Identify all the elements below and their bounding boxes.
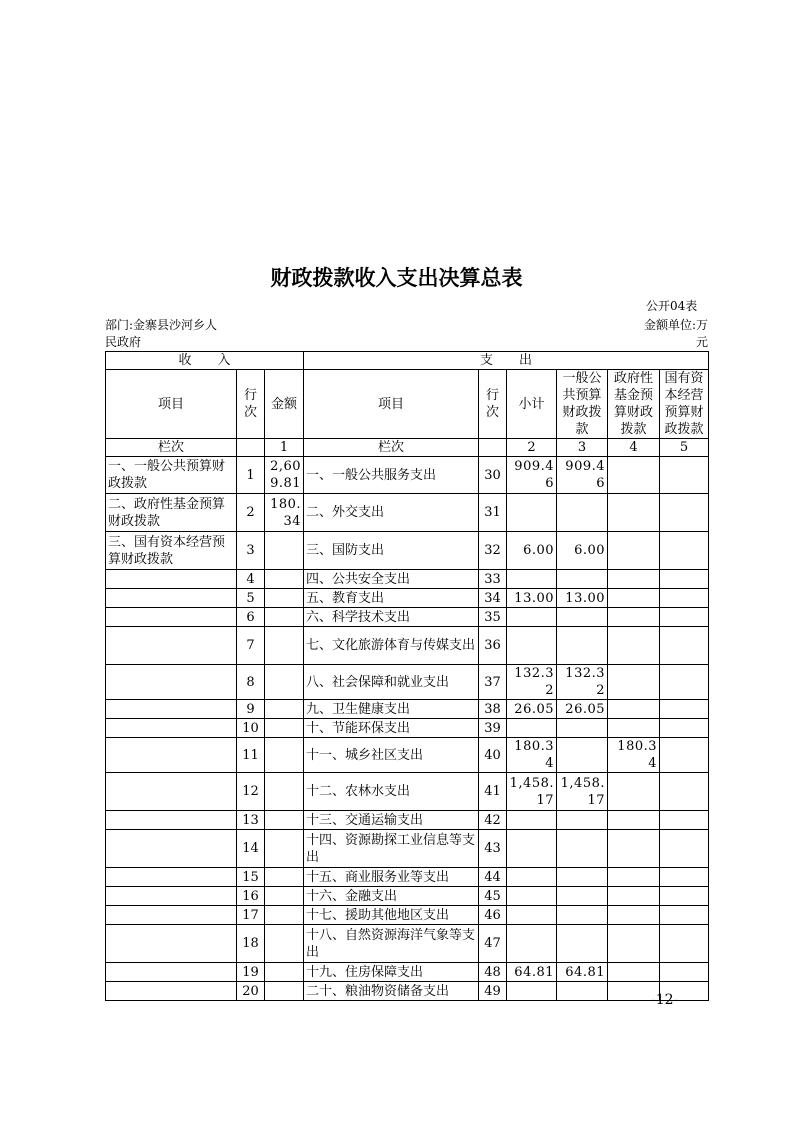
expense-general xyxy=(557,830,608,868)
table-row xyxy=(106,532,709,570)
expense-fund xyxy=(608,457,660,494)
budget-summary-table xyxy=(105,351,709,1001)
form-number: 公开04表 xyxy=(646,299,698,313)
expense-item: 十四、资源勘探工业信息等支出 xyxy=(304,830,479,868)
income-item: 一、一般公共预算财政拨款 xyxy=(106,457,237,494)
unit-label xyxy=(634,317,708,351)
income-amount-header: 金额 xyxy=(265,370,304,439)
expense-fund xyxy=(608,608,660,627)
state-capital-header: 国有资本经营预算财政拨款 xyxy=(660,370,709,439)
expense-capital xyxy=(660,494,709,532)
expense-item: 十八、自然资源海洋气象等支出 xyxy=(304,925,479,963)
expense-capital xyxy=(660,608,709,627)
expense-fund xyxy=(608,773,660,811)
income-row-no: 7 xyxy=(237,627,265,665)
expense-row-no: 49 xyxy=(479,982,507,1001)
expense-general: 26.05 xyxy=(557,700,608,719)
expense-general xyxy=(557,608,608,627)
expense-item: 十九、住房保障支出 xyxy=(304,963,479,982)
expense-item: 七、文化旅游体育与传媒支出 xyxy=(304,627,479,665)
expense-capital xyxy=(660,457,709,494)
expense-fund xyxy=(608,627,660,665)
income-row-no: 16 xyxy=(237,887,265,906)
expense-capital xyxy=(660,627,709,665)
expense-row-no: 44 xyxy=(479,868,507,887)
expense-fund xyxy=(608,570,660,589)
expense-fund xyxy=(608,906,660,925)
expense-item: 一、一般公共服务支出 xyxy=(304,457,479,494)
expense-item: 四、公共安全支出 xyxy=(304,570,479,589)
expense-subtotal xyxy=(507,627,557,665)
table-row xyxy=(106,457,709,494)
page-number: -12- xyxy=(651,992,679,1008)
income-row-no: 8 xyxy=(237,665,265,700)
expense-fund xyxy=(608,589,660,608)
income-amount: 180.34 xyxy=(265,494,304,532)
expense-item: 十三、交通运输支出 xyxy=(304,811,479,830)
expense-fund xyxy=(608,700,660,719)
income-row-no: 15 xyxy=(237,868,265,887)
expense-fund xyxy=(608,719,660,738)
gov-fund-header: 政府性基金预算财政拨款 xyxy=(608,370,660,439)
expense-fund xyxy=(608,665,660,700)
expense-capital xyxy=(660,665,709,700)
expense-capital xyxy=(660,830,709,868)
department-label xyxy=(105,317,217,351)
table-row xyxy=(106,589,709,608)
income-amount xyxy=(265,532,304,570)
table-row xyxy=(106,982,709,1001)
income-row-no: 20 xyxy=(237,982,265,1001)
income-row-header: 行次 xyxy=(237,370,265,439)
table-row xyxy=(106,570,709,589)
table-row xyxy=(106,925,709,963)
expense-header: 支 出 xyxy=(304,352,709,370)
income-row-no: 18 xyxy=(237,925,265,963)
expense-fund xyxy=(608,811,660,830)
income-row-no: 10 xyxy=(237,719,265,738)
expense-subtotal xyxy=(507,925,557,963)
expense-capital xyxy=(660,700,709,719)
table-row xyxy=(106,773,709,811)
expense-subtotal: 6.00 xyxy=(507,532,557,570)
expense-subtotal: 180.34 xyxy=(507,738,557,773)
expense-item: 十一、城乡社区支出 xyxy=(304,738,479,773)
expense-subtotal xyxy=(507,887,557,906)
expense-subtotal: 909.46 xyxy=(507,457,557,494)
income-item-header: 项目 xyxy=(106,370,237,439)
general-budget-header: 一般公共预算财政拨款 xyxy=(557,370,608,439)
expense-subtotal xyxy=(507,570,557,589)
page-title: 财政拨款收入支出决算总表 xyxy=(270,266,523,290)
expense-row-no: 45 xyxy=(479,887,507,906)
expense-fund xyxy=(608,830,660,868)
table-row xyxy=(106,811,709,830)
col-number-2: 2 xyxy=(507,439,557,457)
income-row-no: 2 xyxy=(237,494,265,532)
expense-capital xyxy=(660,719,709,738)
expense-subtotal: 132.32 xyxy=(507,665,557,700)
expense-general xyxy=(557,925,608,963)
income-row-no: 4 xyxy=(237,570,265,589)
table-row xyxy=(106,830,709,868)
table-row xyxy=(106,963,709,982)
expense-capital xyxy=(660,811,709,830)
income-row-no: 12 xyxy=(237,773,265,811)
expense-item: 十七、援助其他地区支出 xyxy=(304,906,479,925)
table-row xyxy=(106,700,709,719)
expense-capital xyxy=(660,868,709,887)
expense-item: 二十、粮油物资储备支出 xyxy=(304,982,479,1001)
expense-item: 六、科学技术支出 xyxy=(304,608,479,627)
expense-item: 二、外交支出 xyxy=(304,494,479,532)
expense-row-no: 34 xyxy=(479,589,507,608)
unit-line-2: 元 xyxy=(695,335,708,349)
income-row-no: 6 xyxy=(237,608,265,627)
col-number-3: 3 xyxy=(557,439,608,457)
expense-capital xyxy=(660,738,709,773)
department-line-2: 民政府 xyxy=(105,335,142,349)
expense-capital xyxy=(660,925,709,963)
table-row xyxy=(106,494,709,532)
expense-item: 八、社会保障和就业支出 xyxy=(304,665,479,700)
table-row xyxy=(106,665,709,700)
income-row-no: 19 xyxy=(237,963,265,982)
expense-general xyxy=(557,887,608,906)
table-row xyxy=(106,868,709,887)
expense-row-no: 48 xyxy=(479,963,507,982)
expense-general: 1,458.17 xyxy=(557,773,608,811)
table-row xyxy=(106,887,709,906)
expense-general xyxy=(557,738,608,773)
income-item: 三、国有资本经营预算财政拨款 xyxy=(106,532,237,570)
expense-general: 64.81 xyxy=(557,963,608,982)
expense-general: 13.00 xyxy=(557,589,608,608)
expense-general xyxy=(557,570,608,589)
income-row-no: 9 xyxy=(237,700,265,719)
subtotal-header: 小计 xyxy=(507,370,557,439)
expense-subtotal xyxy=(507,719,557,738)
expense-fund xyxy=(608,963,660,982)
income-amount: 2,609.81 xyxy=(265,457,304,494)
expense-subtotal xyxy=(507,868,557,887)
expense-capital xyxy=(660,963,709,982)
income-row-no: 3 xyxy=(237,532,265,570)
expense-item: 十、节能环保支出 xyxy=(304,719,479,738)
table-row xyxy=(106,719,709,738)
col-number-1: 1 xyxy=(265,439,304,457)
expense-item: 五、教育支出 xyxy=(304,589,479,608)
expense-capital xyxy=(660,906,709,925)
expense-row-no: 43 xyxy=(479,830,507,868)
expense-general xyxy=(557,627,608,665)
expense-row-no: 31 xyxy=(479,494,507,532)
expense-item: 十六、金融支出 xyxy=(304,887,479,906)
expense-subtotal xyxy=(507,494,557,532)
expense-subtotal xyxy=(507,982,557,1001)
expense-subtotal xyxy=(507,830,557,868)
expense-row-no: 30 xyxy=(479,457,507,494)
income-header: 收 入 xyxy=(106,352,304,370)
income-row-no: 13 xyxy=(237,811,265,830)
expense-row-header: 行次 xyxy=(479,370,507,439)
table-row xyxy=(106,906,709,925)
expense-general xyxy=(557,719,608,738)
expense-general xyxy=(557,868,608,887)
expense-row-no: 40 xyxy=(479,738,507,773)
expense-row-no: 39 xyxy=(479,719,507,738)
expense-subtotal xyxy=(507,906,557,925)
expense-fund: 180.34 xyxy=(608,738,660,773)
expense-fund xyxy=(608,868,660,887)
expense-row-no: 33 xyxy=(479,570,507,589)
income-row-no: 1 xyxy=(237,457,265,494)
table-row xyxy=(106,738,709,773)
expense-row-no: 32 xyxy=(479,532,507,570)
expense-item: 三、国防支出 xyxy=(304,532,479,570)
expense-row-no: 37 xyxy=(479,665,507,700)
expense-row-no: 46 xyxy=(479,906,507,925)
expense-row-no: 47 xyxy=(479,925,507,963)
expense-row-no: 38 xyxy=(479,700,507,719)
expense-subtotal xyxy=(507,608,557,627)
col-number-4: 4 xyxy=(608,439,660,457)
expense-row-no: 42 xyxy=(479,811,507,830)
expense-capital xyxy=(660,570,709,589)
income-row-no: 11 xyxy=(237,738,265,773)
expense-fund xyxy=(608,494,660,532)
expense-general xyxy=(557,982,608,1001)
expense-general: 6.00 xyxy=(557,532,608,570)
expense-subtotal: 13.00 xyxy=(507,589,557,608)
table-row xyxy=(106,608,709,627)
expense-subtotal xyxy=(507,811,557,830)
expense-item: 十二、农林水支出 xyxy=(304,773,479,811)
income-row-no: 14 xyxy=(237,830,265,868)
expense-item-header: 项目 xyxy=(304,370,479,439)
expense-fund xyxy=(608,887,660,906)
expense-item: 十五、商业服务业等支出 xyxy=(304,868,479,887)
expense-capital xyxy=(660,589,709,608)
unit-line-1: 金额单位:万 xyxy=(643,318,708,332)
col-number-5: 5 xyxy=(660,439,709,457)
expense-general: 132.32 xyxy=(557,665,608,700)
expense-fund xyxy=(608,532,660,570)
income-item: 二、政府性基金预算财政拨款 xyxy=(106,494,237,532)
expense-row-no: 35 xyxy=(479,608,507,627)
col-label-income: 栏次 xyxy=(106,439,237,457)
expense-general xyxy=(557,906,608,925)
expense-subtotal: 1,458.17 xyxy=(507,773,557,811)
expense-fund xyxy=(608,925,660,963)
expense-subtotal: 26.05 xyxy=(507,700,557,719)
department-line-1: 部门:金寨县沙河乡人 xyxy=(105,318,218,332)
expense-general: 909.46 xyxy=(557,457,608,494)
expense-general xyxy=(557,811,608,830)
col-label-expense: 栏次 xyxy=(304,439,479,457)
income-row-no: 17 xyxy=(237,906,265,925)
expense-capital xyxy=(660,532,709,570)
expense-row-no: 36 xyxy=(479,627,507,665)
income-row-no: 5 xyxy=(237,589,265,608)
table-row xyxy=(106,627,709,665)
expense-item: 九、卫生健康支出 xyxy=(304,700,479,719)
expense-general xyxy=(557,494,608,532)
expense-capital xyxy=(660,887,709,906)
expense-row-no: 41 xyxy=(479,773,507,811)
expense-subtotal: 64.81 xyxy=(507,963,557,982)
expense-capital xyxy=(660,773,709,811)
